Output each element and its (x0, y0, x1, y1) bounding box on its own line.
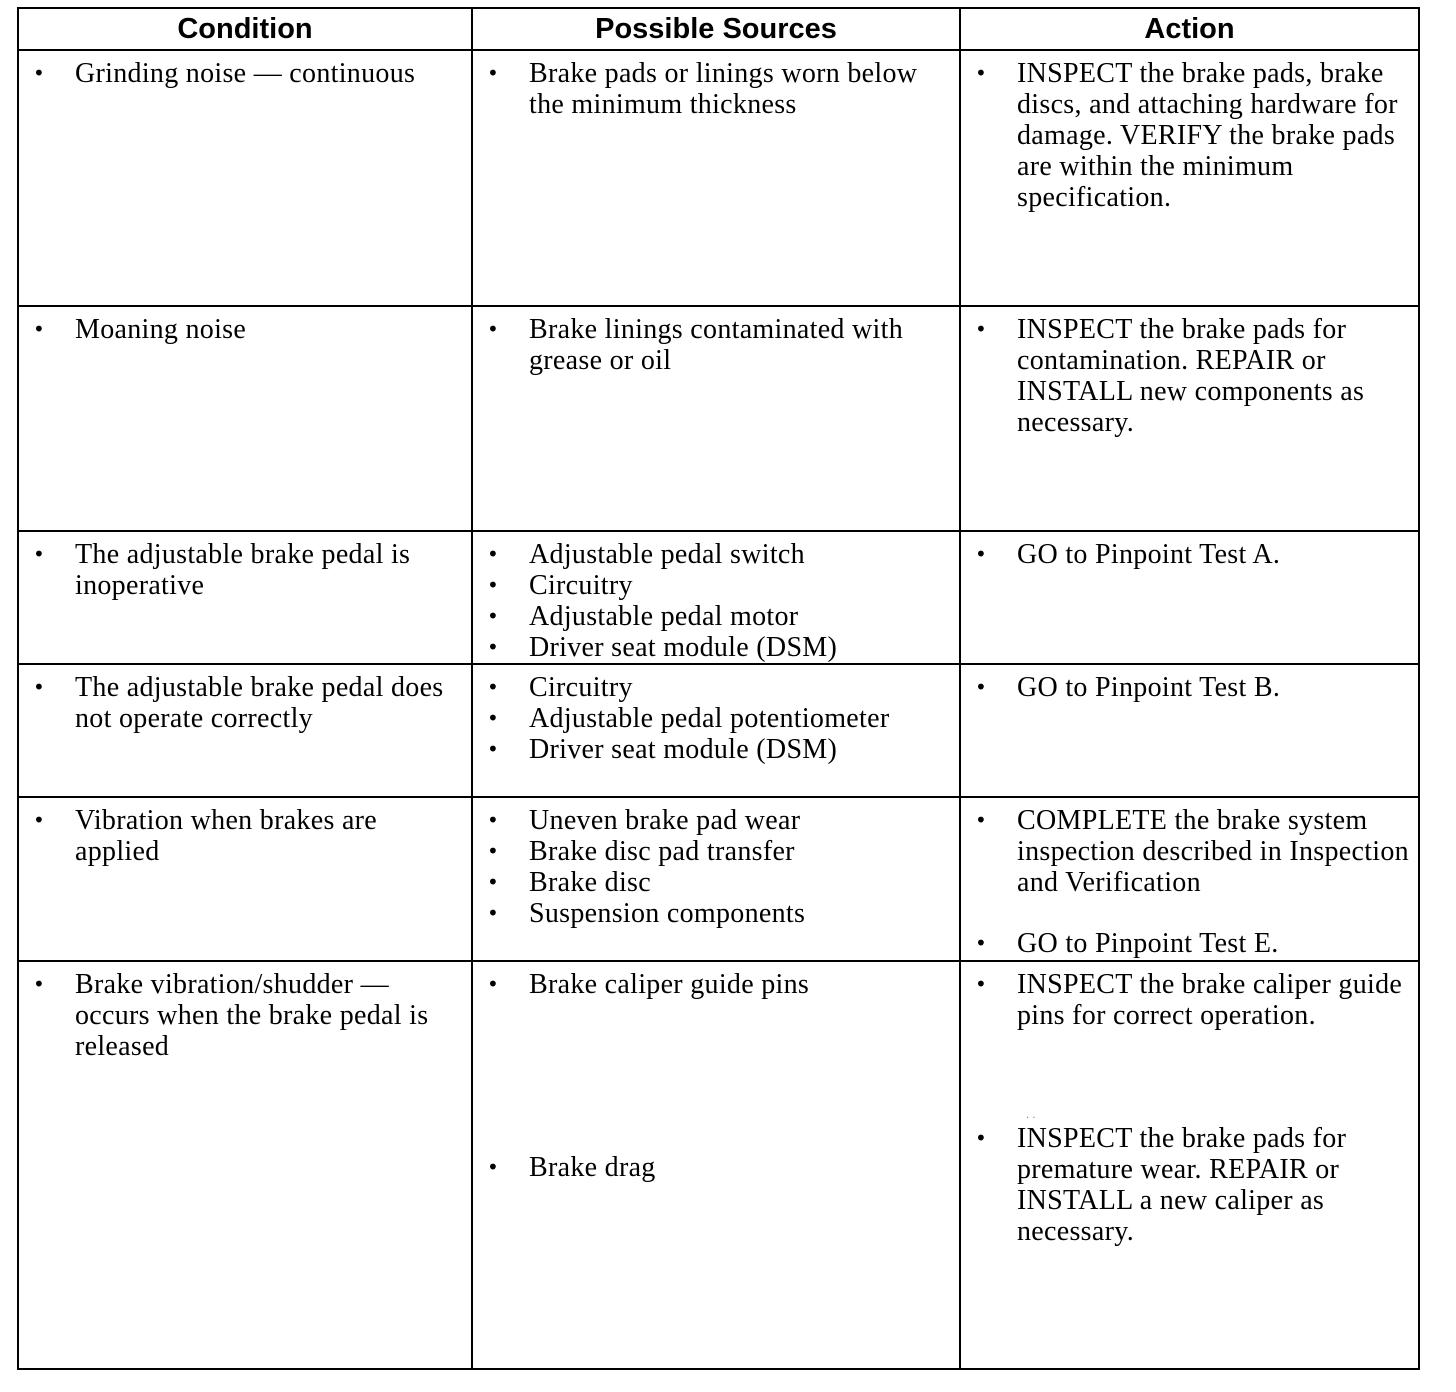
bullet-icon: • (33, 542, 46, 566)
bullet-icon: • (33, 675, 46, 699)
list-item (961, 805, 1418, 898)
list-item (473, 703, 959, 734)
bullet-icon: • (33, 972, 46, 996)
sources-cell (472, 306, 960, 531)
item-text: INSPECT the brake pads, brake discs, and attaching hardware for damage. VERIFY the brake pads are within the minimum specification. (1017, 58, 1398, 213)
list-item (961, 672, 1418, 703)
header-condition: Condition (18, 8, 472, 50)
list-item (961, 1123, 1418, 1247)
sources-cell (472, 50, 960, 306)
bullet-icon: • (487, 573, 500, 597)
item-text: Adjustable pedal switch (529, 539, 805, 570)
list-item (19, 672, 471, 734)
action-cell (960, 664, 1419, 797)
item-text: Brake disc pad transfer (529, 836, 795, 867)
list-item (473, 836, 959, 867)
bullet-icon: • (487, 635, 500, 659)
list-item (961, 314, 1418, 438)
bullet-icon: • (487, 839, 500, 863)
bullet-icon: • (975, 808, 988, 832)
bullet-icon: • (33, 61, 46, 85)
bullet-icon: • (487, 604, 500, 628)
condition-cell (18, 961, 472, 1369)
item-text: Brake disc (529, 867, 651, 898)
item-text: Vibration when brakes are applied (75, 805, 378, 867)
item-text: INSPECT the brake pads for premature wear. REPAIR or INSTALL a new caliper as necessary. (1017, 1123, 1347, 1247)
action-cell (960, 531, 1419, 664)
condition-cell (18, 664, 472, 797)
list-item (473, 867, 959, 898)
bullet-icon: • (33, 808, 46, 832)
list-item (473, 1152, 959, 1183)
table-row (18, 531, 1419, 664)
table-row (18, 664, 1419, 797)
list-item (19, 314, 471, 345)
bullet-icon: • (487, 706, 500, 730)
bullet-icon: • (975, 317, 988, 341)
action-cell (960, 797, 1419, 961)
table-row (18, 306, 1419, 531)
bullet-icon: • (975, 972, 988, 996)
condition-cell (18, 531, 472, 664)
list-item (19, 539, 471, 601)
list-item (473, 898, 959, 929)
item-text: The adjustable brake pedal is inoperative (75, 539, 411, 601)
bullet-icon: • (975, 1126, 988, 1150)
bullet-icon: • (487, 901, 500, 925)
header-row (18, 8, 1419, 50)
list-item (473, 969, 959, 1000)
list-item (961, 928, 1418, 959)
list-item (961, 539, 1418, 570)
bullet-icon: • (487, 737, 500, 761)
item-text: Uneven brake pad wear (529, 805, 801, 836)
sources-cell (472, 531, 960, 664)
bullet-icon: • (487, 675, 500, 699)
bullet-icon: • (487, 870, 500, 894)
header-action: Action (960, 8, 1419, 50)
item-text: Brake caliper guide pins (529, 969, 810, 1000)
list-item (19, 805, 471, 867)
item-text: Grinding noise — continuous (75, 58, 416, 89)
bullet-icon: • (975, 542, 988, 566)
table-row (18, 961, 1419, 1369)
item-text: INSPECT the brake pads for contamination. REPAIR or INSTALL new components as necessary. (1017, 314, 1365, 438)
list-item (473, 58, 959, 120)
sources-cell (472, 664, 960, 797)
item-text: GO to Pinpoint Test B. (1017, 672, 1281, 703)
list-item (19, 969, 471, 1062)
condition-cell (18, 50, 472, 306)
table-row (18, 797, 1419, 961)
item-text: Moaning noise (75, 314, 247, 345)
list-item (473, 570, 959, 601)
sources-cell (472, 797, 960, 961)
bullet-icon: • (975, 931, 988, 955)
item-text: Adjustable pedal motor (529, 601, 799, 632)
action-cell (960, 50, 1419, 306)
bullet-icon: • (975, 61, 988, 85)
scan-speck: . . (1026, 1110, 1036, 1121)
item-text: Brake pads or linings worn below the minimum thickness (529, 58, 918, 120)
item-text: COMPLETE the brake system inspection described in Inspection and Verification (1017, 805, 1409, 898)
action-cell (960, 961, 1419, 1369)
condition-cell (18, 306, 472, 531)
list-item (473, 601, 959, 632)
diagnosis-table (17, 7, 1420, 1370)
bullet-icon: • (975, 675, 988, 699)
list-item (961, 58, 1418, 213)
item-text: Driver seat module (DSM) (529, 632, 838, 663)
item-text: The adjustable brake pedal does not operate correctly (75, 672, 444, 734)
list-item (473, 672, 959, 703)
list-item (473, 314, 959, 376)
header-possible-sources: Possible Sources (472, 8, 960, 50)
list-item (19, 58, 471, 89)
item-text: Circuitry (529, 672, 633, 703)
item-text: INSPECT the brake caliper guide pins for correct operation. (1017, 969, 1403, 1031)
bullet-icon: • (487, 1155, 500, 1179)
item-text: GO to Pinpoint Test E. (1017, 928, 1279, 959)
item-text: Brake vibration/shudder — occurs when the brake pedal is released (75, 969, 429, 1062)
list-item (473, 632, 959, 663)
bullet-icon: • (487, 972, 500, 996)
item-text: GO to Pinpoint Test A. (1017, 539, 1281, 570)
list-item (473, 539, 959, 570)
sources-cell (472, 961, 960, 1369)
item-text: Brake drag (529, 1152, 656, 1183)
list-item (961, 969, 1418, 1031)
list-item (473, 734, 959, 765)
item-text: Circuitry (529, 570, 633, 601)
item-text: Suspension components (529, 898, 806, 929)
bullet-icon: • (487, 317, 500, 341)
bullet-icon: • (487, 542, 500, 566)
table-row (18, 50, 1419, 306)
list-item (473, 805, 959, 836)
item-text: Adjustable pedal potentiometer (529, 703, 890, 734)
bullet-icon: • (487, 61, 500, 85)
item-text: Brake linings contaminated with grease or oil (529, 314, 903, 376)
condition-cell (18, 797, 472, 961)
bullet-icon: • (33, 317, 46, 341)
item-text: Driver seat module (DSM) (529, 734, 838, 765)
bullet-icon: • (487, 808, 500, 832)
action-cell (960, 306, 1419, 531)
